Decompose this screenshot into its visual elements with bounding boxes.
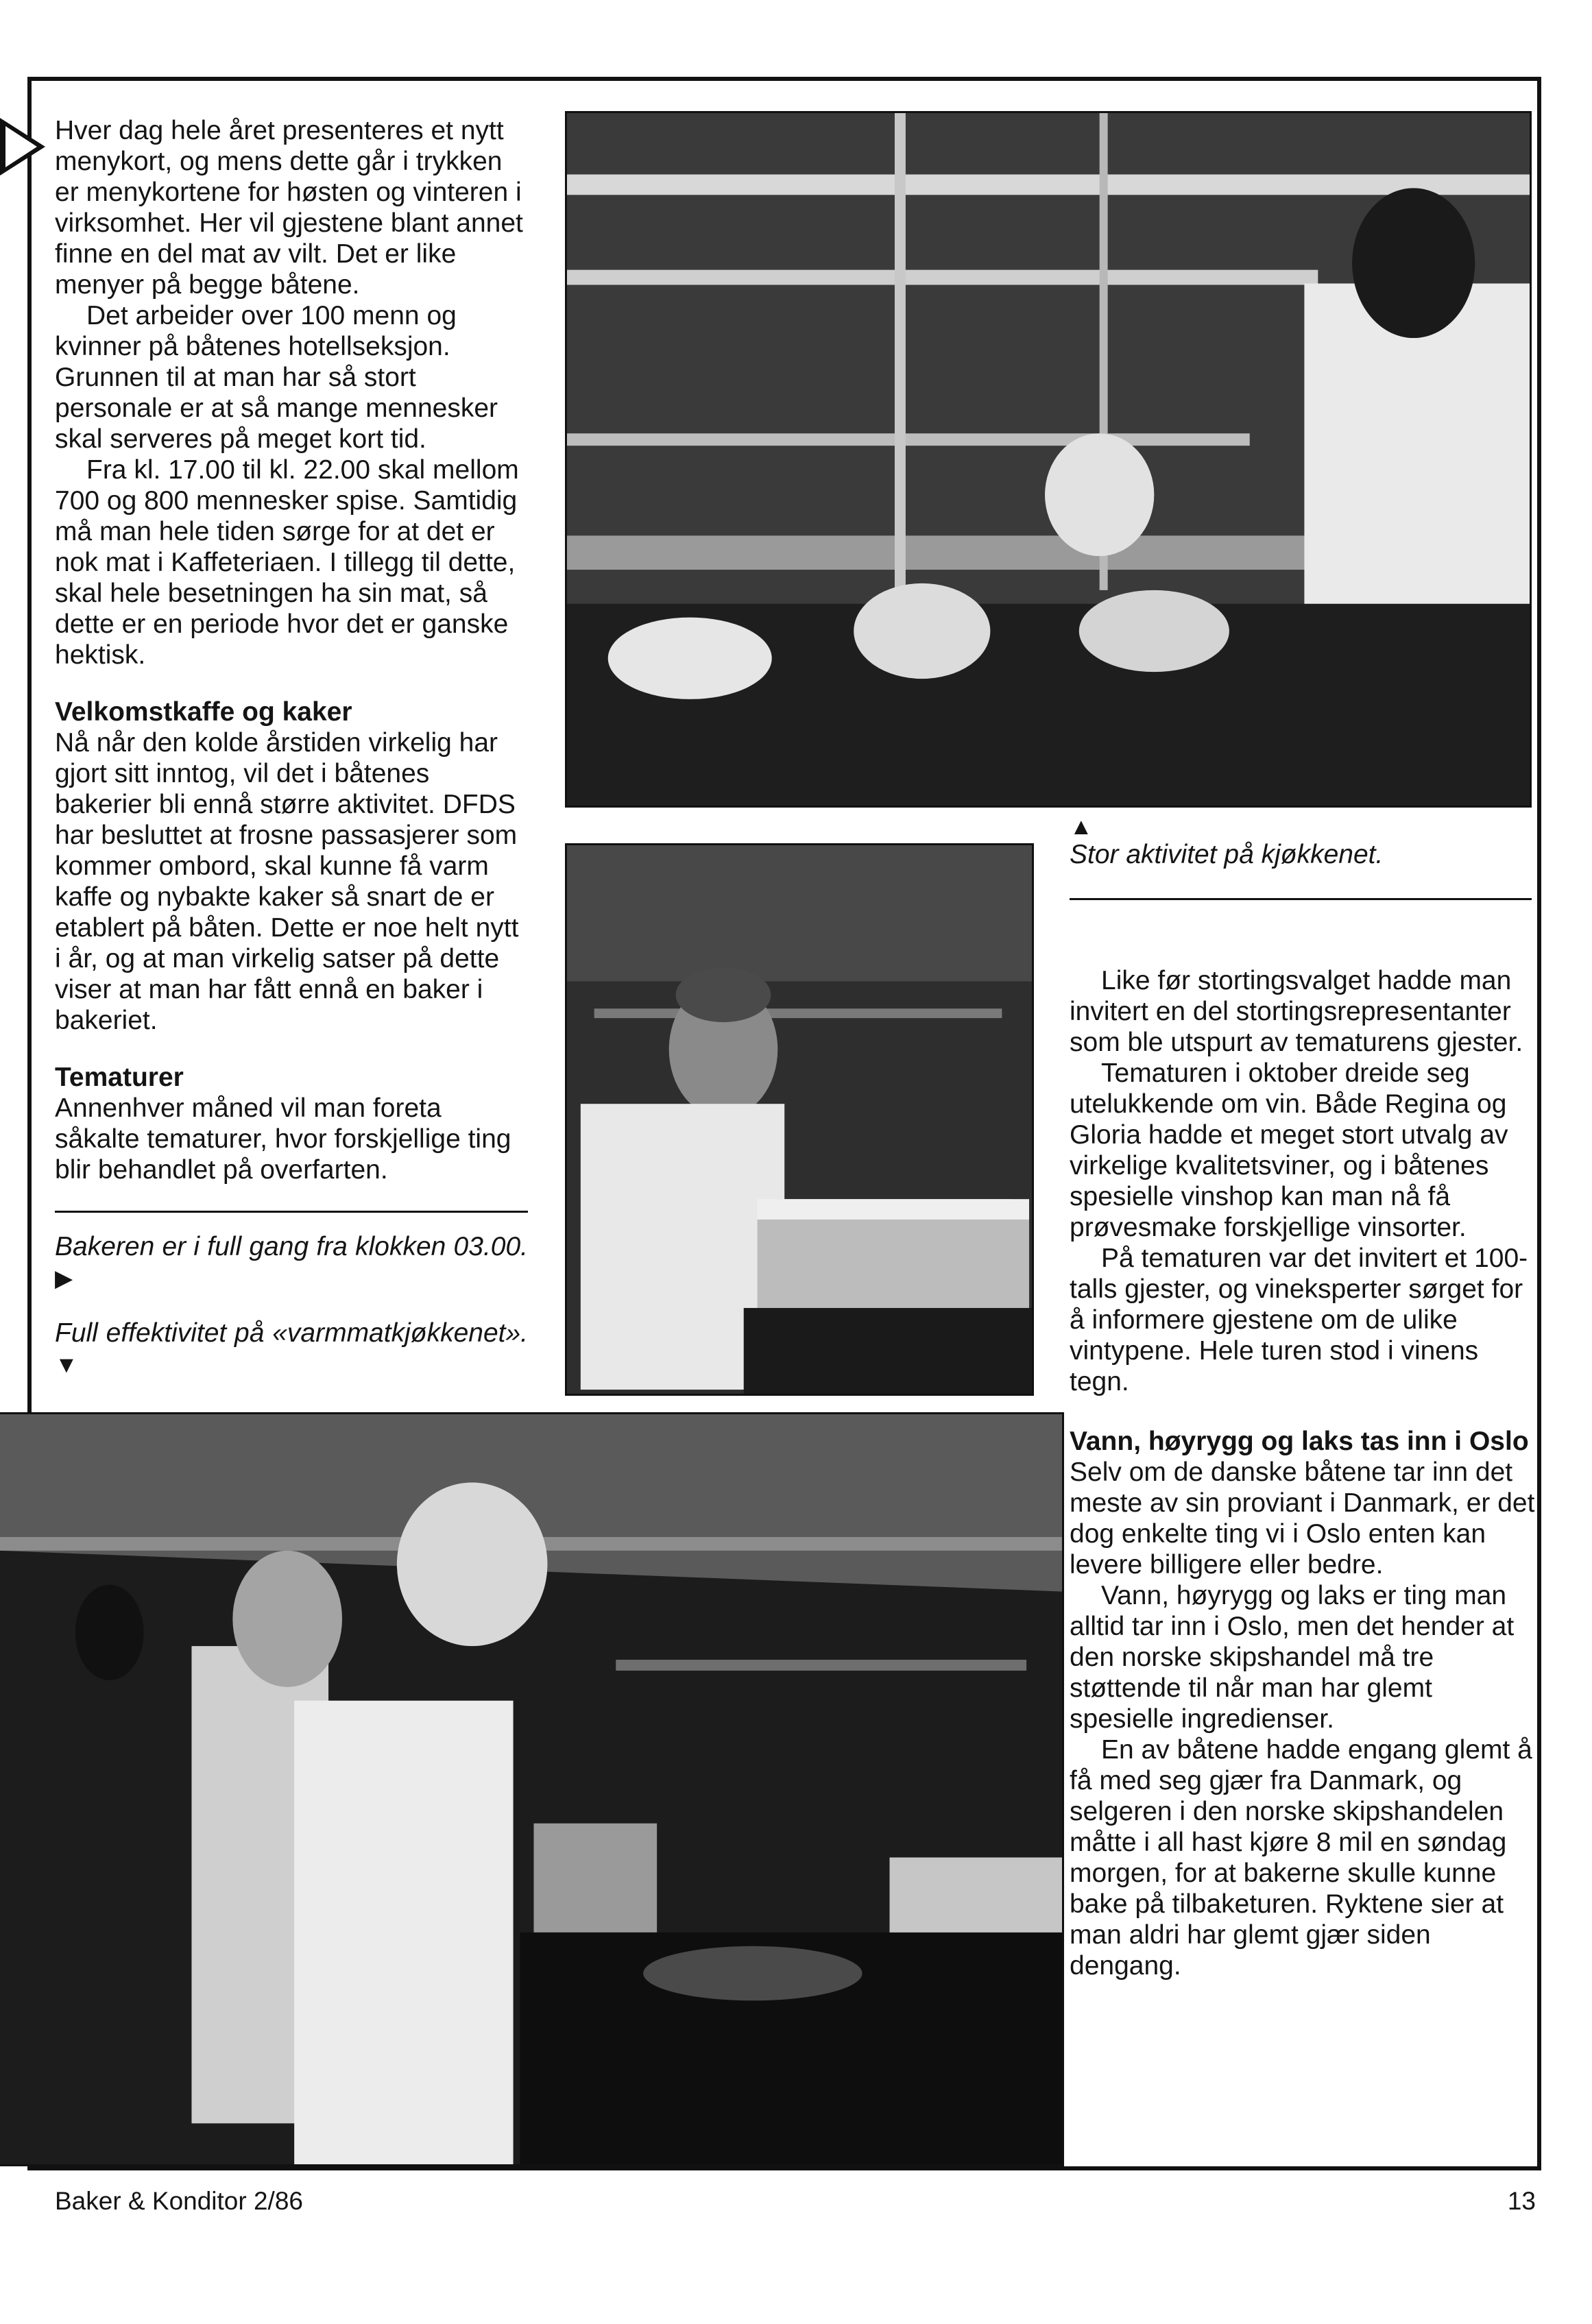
up-arrow-icon: ▲ — [1070, 814, 1093, 840]
caption-baker: Bakeren er i full gang fra klokken 03.00. ▶ — [55, 1232, 528, 1292]
right-paragraph-1: Like før stortingsvalget hadde man invitert en del stortingsrepresentanter som ble utspurt av tematurens gjester. — [1070, 966, 1523, 1057]
velkomst-paragraph: Nå når den kolde årstiden virkelig har gjort sitt inntog, vil det i båtenes bakerier bli ennå større aktivitet. DFDS har besluttet at frosne passasjerer som kommer ombord, skal kunne få varm kaffe og nybakte kaker så snart de er etablert på båten. Dette er noe helt nytt i år, og at man virkelig satser på dette viser at man har fått ennå en baker i bakeriet. — [55, 728, 519, 1035]
heading-tematurer: Tematurer — [55, 1063, 184, 1092]
caption-baker-block — [55, 1231, 528, 1381]
photo-busy-kitchen — [565, 111, 1532, 808]
heading-vann-hoyrygg-laks: Vann, høyrygg og laks tas inn i Oslo — [1070, 1427, 1529, 1456]
right-column — [1070, 965, 1536, 1981]
left-caption-rule — [55, 1211, 528, 1213]
right-paragraph-4: Selv om de danske båtene tar inn det meste av sin proviant i Danmark, er det dog enkelte ting vi i Oslo enten kan levere billigere eller bedre. — [1070, 1457, 1535, 1579]
right-paragraph-2: Tematuren i oktober dreide seg utelukkende om vin. Både Regina og Gloria hadde et meget stort utvalg av virkelige kvalitetsviner, og i båtenes spesielle vinshop kan man nå få prøvesmake forskjellige vinsorter. — [1070, 1058, 1508, 1242]
caption-kitchen-block — [1070, 814, 1543, 870]
continuation-arrow-icon — [0, 118, 45, 175]
left-column — [55, 115, 528, 1185]
photo-baker — [565, 843, 1034, 1396]
tematurer-paragraph: Annenhver måned vil man foreta såkalte tematurer, hvor forskjellige ting blir behandlet på overfarten. — [55, 1093, 511, 1185]
heading-velkomstkaffe: Velkomstkaffe og kaker — [55, 697, 352, 727]
right-paragraph-5: Vann, høyrygg og laks er ting man alltid tar inn i Oslo, men det hender at den norske skipshandel må tre støttende til når man har glemt spesielle ingredienser. — [1070, 1581, 1515, 1734]
intro-paragraph: Hver dag hele året presenteres et nytt menykort, og mens dette går i trykken er menykortene for høsten og vinteren i virksomhet. Her vil gjestene blant annet finne en del mat av vilt. Det er like menyer på begge båtene. — [55, 116, 523, 300]
page-number: 13 — [1507, 2187, 1536, 2215]
down-arrow-icon: ▼ — [55, 1352, 78, 1378]
right-paragraph-6: En av båtene hadde engang glemt å få med seg gjær fra Danmark, og selgeren i den norske skipshandelen måtte i all hast kjøre 8 mil en søndag morgen, for at bakerne skulle kunne bake på tilbaketuren. Ryktene sier at man aldri har glemt gjær siden dengang. — [1070, 1735, 1532, 1981]
right-caption-rule — [1070, 898, 1532, 900]
staff-paragraph: Det arbeider over 100 menn og kvinner på båtenes hotellseksjon. Grunnen til at man har så stort personale er at så mange mennesker skal serveres på meget kort tid. — [55, 301, 498, 454]
caption-kitchen: Stor aktivitet på kjøkkenet. — [1070, 840, 1384, 869]
footer-publication: Baker & Konditor 2/86 — [55, 2187, 303, 2215]
dinner-paragraph: Fra kl. 17.00 til kl. 22.00 skal mellom 700 og 800 mennesker spise. Samtidig må man hele tiden sørge for at det er nok mat i Kaffeteriaen. I tillegg til dette, skal hele besetningen ha sin mat, så dette er en periode hvor det er ganske hektisk. — [55, 455, 519, 670]
photo-hot-kitchen — [0, 1412, 1064, 2166]
right-paragraph-3: På tematuren var det invitert et 100-talls gjester, og vineksperter sørget for å informere gjestene om de ulike vintypene. Hele turen stod i vinens tegn. — [1070, 1244, 1528, 1396]
caption-hot-kitchen: Full effektivitet på «varmmatkjøkkenet». ▼ — [55, 1318, 528, 1378]
right-arrow-icon: ▶ — [55, 1266, 73, 1292]
